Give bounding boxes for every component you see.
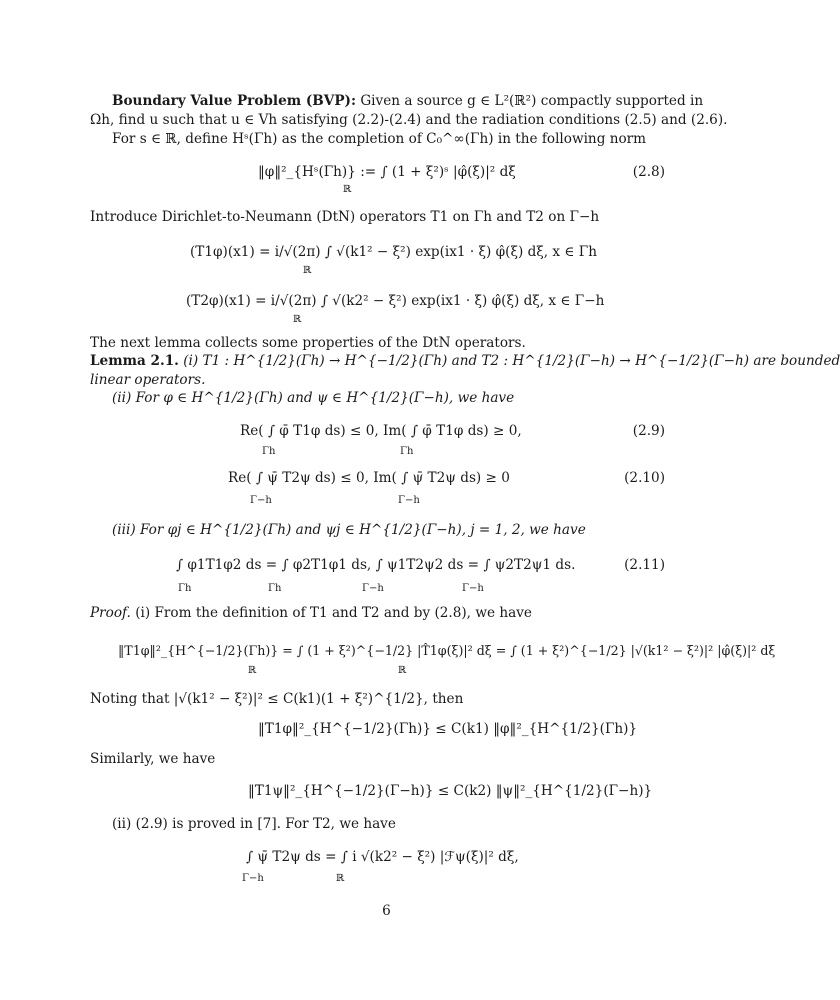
proof-label: Proof. bbox=[90, 605, 131, 621]
equation-t1-limit: ℝ bbox=[303, 265, 312, 276]
proof-equation-c: ‖T1ψ‖²_{H^{−1/2}(Γ−h)} ≤ C(k2) ‖ψ‖²_{H^{1/2}(Γ−h)} bbox=[248, 783, 653, 799]
equation-number-2-9: (2.9) bbox=[632, 423, 665, 439]
equation-2-9: Re( ∫ φ̄ T1φ ds) ≤ 0, Im( ∫ φ̄ T1φ ds) ≥ 0, bbox=[240, 423, 522, 439]
equation-2-8: ‖φ‖²_{Hˢ(Γh)} := ∫ (1 + ξ²)ˢ |φ̂(ξ)|² dξ bbox=[258, 164, 516, 180]
equation-2-11-limit-a: Γh bbox=[178, 583, 192, 594]
equation-2-8-limit: ℝ bbox=[343, 184, 352, 195]
equation-t2: (T2φ)(x1) = i/√(2π) ∫ √(k2² − ξ²) exp(ix1 · ξ) φ̂(ξ) dξ, x ∈ Γ−h bbox=[186, 293, 605, 309]
proof-line-1: Proof. (i) From the definition of T1 and T2 and by (2.8), we have bbox=[90, 605, 532, 621]
equation-2-9-limit-2: Γh bbox=[400, 446, 414, 457]
proof-noting: Noting that |√(k1² − ξ²)|² ≤ C(k1)(1 + ξ²)^{1/2}, then bbox=[90, 691, 464, 707]
lemma-part-ii: (ii) For φ ∈ H^{1/2}(Γh) and ψ ∈ H^{1/2}(Γ−h), we have bbox=[112, 390, 515, 406]
proof-equation-d: ∫ ψ̄ T2ψ ds = ∫ i √(k2² − ξ²) |ℱψ(ξ)|² dξ, bbox=[246, 849, 519, 865]
equation-2-9-limit: Γh bbox=[262, 446, 276, 457]
equation-t1: (T1φ)(x1) = i/√(2π) ∫ √(k1² − ξ²) exp(ix1 · ξ) φ̂(ξ) dξ, x ∈ Γh bbox=[190, 244, 597, 260]
proof-equation-d-limit-r: ℝ bbox=[336, 873, 345, 884]
proof-part-ii: (ii) (2.9) is proved in [7]. For T2, we have bbox=[112, 816, 396, 832]
proof-equation-b: ‖T1φ‖²_{H^{−1/2}(Γh)} ≤ C(k1) ‖φ‖²_{H^{1/2}(Γh)} bbox=[258, 721, 638, 737]
proof-equation-a-limit: ℝ bbox=[248, 665, 257, 676]
bvp-line-3: For s ∈ ℝ, define Hˢ(Γh) as the completion of C₀^∞(Γh) in the following norm bbox=[112, 131, 647, 147]
proof-equation-d-limit-g: Γ−h bbox=[242, 873, 264, 884]
equation-2-10-limit-2: Γ−h bbox=[398, 495, 420, 506]
proof-similarly: Similarly, we have bbox=[90, 751, 216, 767]
bvp-heading: Boundary Value Problem (BVP): bbox=[112, 93, 356, 109]
equation-2-10: Re( ∫ ψ̄ T2ψ ds) ≤ 0, Im( ∫ ψ̄ T2ψ ds) ≥ 0 bbox=[228, 470, 510, 486]
dtn-intro: Introduce Dirichlet-to-Neumann (DtN) operators T1 on Γh and T2 on Γ−h bbox=[90, 209, 600, 225]
bvp-line-1: Boundary Value Problem (BVP): Given a source g ∈ L²(ℝ²) compactly supported in bbox=[112, 93, 704, 109]
equation-2-11-limit-a-2: Γh bbox=[268, 583, 282, 594]
lemma-line-1: Lemma 2.1. (i) T1 : H^{1/2}(Γh) → H^{−1/2}(Γh) and T2 : H^{1/2}(Γ−h) → H^{−1/2}(Γ−h) are bounded bbox=[90, 353, 840, 369]
proof-equation-a-limit-2: ℝ bbox=[398, 665, 407, 676]
lemma-intro: The next lemma collects some properties of the DtN operators. bbox=[90, 335, 526, 351]
bvp-line-2: Ωh, find u such that u ∈ Vh satisfying (2.2)-(2.4) and the radiation conditions (2.5) and (2.6). bbox=[90, 112, 728, 128]
equation-t2-limit: ℝ bbox=[293, 314, 302, 325]
equation-2-10-limit: Γ−h bbox=[250, 495, 272, 506]
equation-number-2-10: (2.10) bbox=[624, 470, 665, 486]
equation-2-11: ∫ φ1T1φ2 ds = ∫ φ2T1φ1 ds, ∫ ψ1T2ψ2 ds = ∫ ψ2T2ψ1 ds. bbox=[176, 557, 576, 573]
equation-2-11-limit-b: Γ−h bbox=[362, 583, 384, 594]
equation-2-11-limit-b-2: Γ−h bbox=[462, 583, 484, 594]
lemma-line-2: linear operators. bbox=[90, 372, 206, 388]
lemma-part-iii: (iii) For φj ∈ H^{1/2}(Γh) and ψj ∈ H^{1/2}(Γ−h), j = 1, 2, we have bbox=[112, 522, 586, 538]
lemma-label: Lemma 2.1. bbox=[90, 353, 179, 369]
page-number: 6 bbox=[382, 903, 391, 919]
equation-number-2-11: (2.11) bbox=[624, 557, 665, 573]
proof-equation-a: ‖T1φ‖²_{H^{−1/2}(Γh)} = ∫ (1 + ξ²)^{−1/2} |T̂1φ(ξ)|² dξ = ∫ (1 + ξ²)^{−1/2} |√(k1² − ξ²)|² |φ̂(ξ)|² dξ bbox=[118, 643, 776, 658]
equation-number-2-8: (2.8) bbox=[632, 164, 665, 180]
